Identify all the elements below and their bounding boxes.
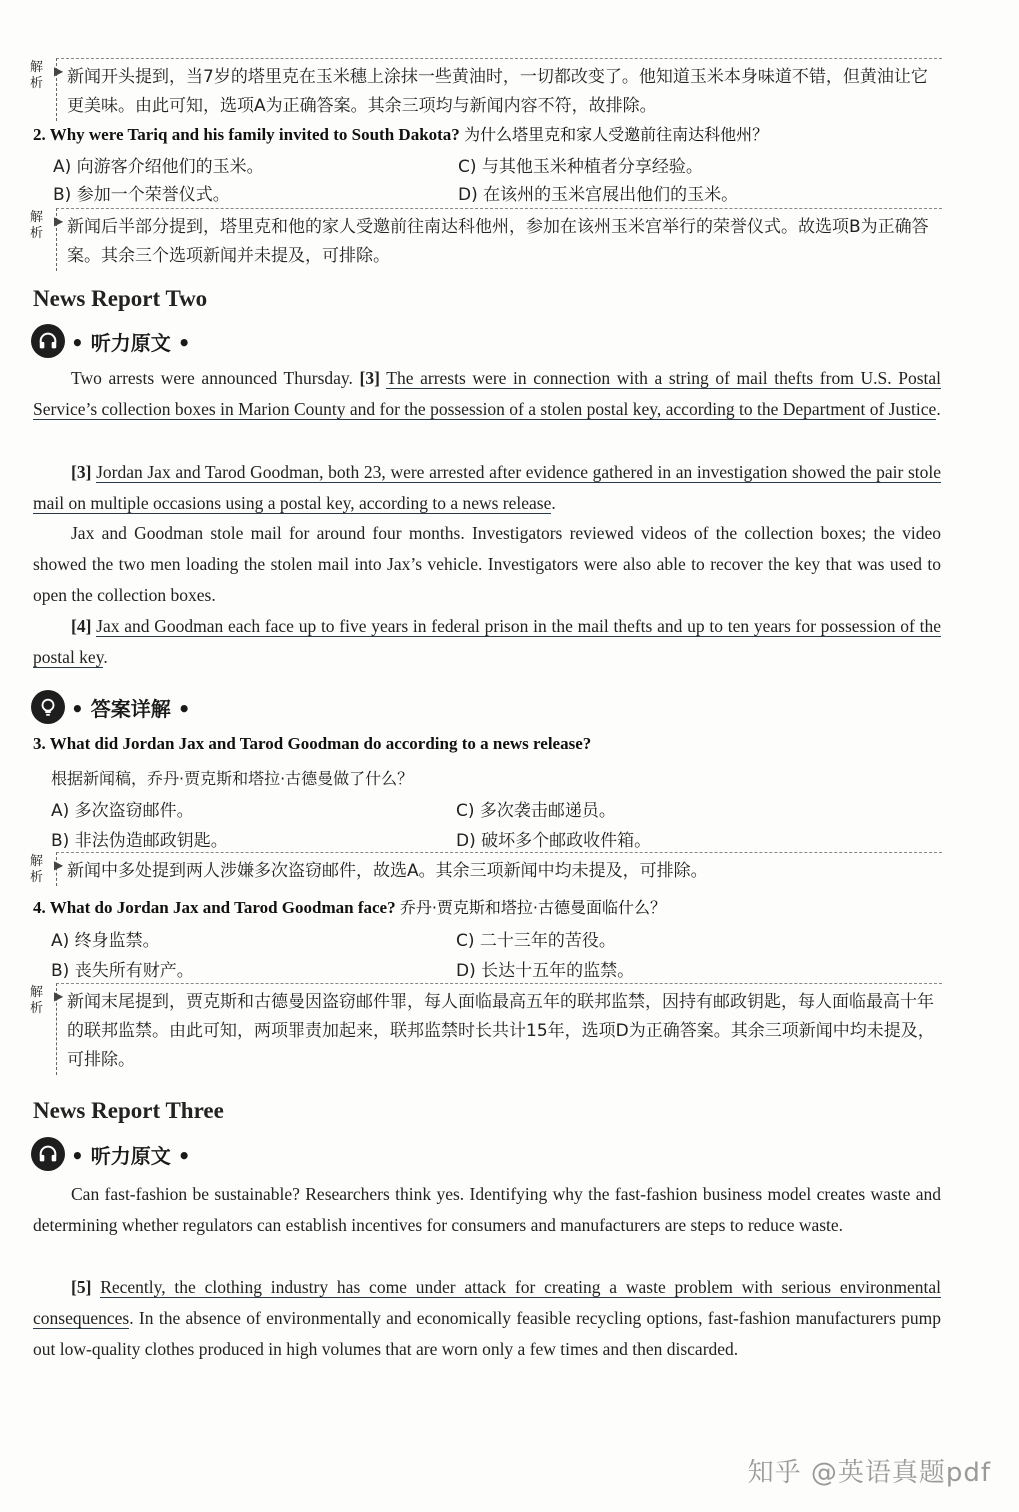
- watermark: 知乎 @英语真题pdf: [747, 1458, 991, 1488]
- q2-option-c: C) 与其他玉米种植者分享经验。: [458, 157, 703, 177]
- analysis-tag: 解 析: [30, 60, 44, 91]
- q2-option-d: D) 在该州的玉米宫展出他们的玉米。: [458, 185, 739, 205]
- analysis-text: 新闻中多处提到两人涉嫌多次盗窃邮件，故选A。其余三项新闻中均未提及，可排除。: [56, 852, 942, 886]
- analysis-text: 新闻后半部分提到，塔里克和他的家人受邀前往南达科他州，参加在该州玉米宫举行的荣誉仪式。故选项B为正确答案。其余三个选项新闻并未提及，可排除。: [56, 208, 942, 271]
- q4-option-b: B) 丧失所有财产。: [51, 961, 194, 981]
- q4-option-c: C) 二十三年的苦役。: [456, 931, 616, 951]
- headphones-icon: [31, 324, 65, 358]
- analysis-q2: 解 析 ▶ 新闻后半部分提到，塔里克和他的家人受邀前往南达科他州，参加在该州玉米宫举行的荣誉仪式。故选项B为正确答案。其余三个选项新闻并未提及，可排除。: [30, 208, 942, 271]
- q4-option-d: D) 长达十五年的监禁。: [456, 961, 635, 981]
- analysis-text: 新闻开头提到，当7岁的塔里克在玉米穗上涂抹一些黄油时，一切都改变了。他知道玉米本身味道不错，但黄油让它更美味。由此可知，选项A为正确答案。其余三项均与新闻内容不符，故排除。: [56, 58, 942, 121]
- q2-option-b: B) 参加一个荣誉仪式。: [53, 185, 230, 205]
- q4-option-a: A) 终身监禁。: [51, 931, 160, 951]
- listen-section-title: • 听力原文 •: [31, 322, 191, 360]
- analysis-text: 新闻末尾提到，贾克斯和古德曼因盗窃邮件罪，每人面临最高五年的联邦监禁，因持有邮政钥匙，每人面临最高十年的联邦监禁。由此可知，两项罪责加起来，联邦监禁时长共计15年，选项D为正确答案。其余三项新闻中均未提及，可排除。: [56, 983, 942, 1075]
- analysis-q1: [30, 58, 942, 121]
- answer-section-title: • 答案详解 •: [31, 688, 191, 726]
- headphones-icon: [31, 1137, 65, 1171]
- question-2: 2. Why were Tariq and his family invited to South Dakota? 为什么塔里克和家人受邀前往南达科他州？: [33, 125, 769, 144]
- section-heading-report-two: News Report Two: [33, 286, 208, 311]
- q3-option-d: D) 破坏多个邮政收件箱。: [456, 831, 652, 851]
- question-3-zh: 根据新闻稿，乔丹·贾克斯和塔拉·古德曼做了什么？: [51, 769, 414, 788]
- arrow-icon: ▶: [54, 214, 64, 228]
- transcript-paragraph-3: Jax and Goodman stole mail for around four months. Investigators reviewed videos of the collection boxes; the video showed the two men loading the stolen mail into Jax’s vehicle. Investigators were also able to recover the key that was used to open the collection boxes.: [33, 523, 941, 605]
- transcript-paragraph-2: [3] Jordan Jax and Tarod Goodman, both 23, were arrested after evidence gathered in an investigation showed the pair stole mail on multiple occasions using a postal key, according to a news release.: [33, 462, 942, 513]
- arrow-icon: ▶: [54, 858, 64, 872]
- q3-option-b: B) 非法伪造邮政钥匙。: [51, 831, 228, 851]
- transcript-paragraph-5: Can fast-fashion be sustainable? Researchers think yes. Identifying why the fast-fashion business model creates waste and determining whether regulators can establish incentives for consumers and manufacturers are steps to reduce waste.: [33, 1184, 941, 1235]
- q2-option-a: A) 向游客介绍他们的玉米。: [53, 157, 264, 177]
- q3-option-c: C) 多次袭击邮递员。: [456, 801, 616, 821]
- transcript-paragraph-6: [5] Recently, the clothing industry has come under attack for creating a waste problem with serious environmental consequences. In the absence of environmentally and economically feasible recycling options, fast-fashion manufacturers pump out low-quality clothes produced in high volumes that are worn only a few times and then discarded.: [33, 1277, 941, 1359]
- listen-section-title: • 听力原文 •: [31, 1135, 191, 1173]
- q3-option-a: A) 多次盗窃邮件。: [51, 801, 194, 821]
- arrow-icon: ▶: [54, 64, 64, 78]
- arrow-icon: ▶: [54, 989, 64, 1003]
- analysis-q4: 解 析 ▶ 新闻末尾提到，贾克斯和古德曼因盗窃邮件罪，每人面临最高五年的联邦监禁，因持有邮政钥匙，每人面临最高十年的联邦监禁。由此可知，两项罪责加起来，联邦监禁时长共计15年，选项D为正确答案。其余三项新闻中均未提及，可排除。: [30, 983, 942, 1075]
- section-heading-report-three: News Report Three: [33, 1098, 224, 1123]
- lightbulb-icon: [31, 690, 65, 724]
- question-4: 4. What do Jordan Jax and Tarod Goodman face? 乔丹·贾克斯和塔拉·古德曼面临什么？: [33, 898, 667, 917]
- transcript-paragraph-1: Two arrests were announced Thursday. [3] The arrests were in connection with a string of mail thefts from U.S. Postal Service’s collection boxes in Marion County and for the possession of a stolen postal key, according to the Department of Justice.: [33, 368, 942, 419]
- question-3: 3. What did Jordan Jax and Tarod Goodman do according to a news release?: [33, 734, 592, 753]
- analysis-q3: 解 析 ▶ 新闻中多处提到两人涉嫌多次盗窃邮件，故选A。其余三项新闻中均未提及，可排除。: [30, 852, 942, 886]
- transcript-paragraph-4: [4] Jax and Goodman each face up to five years in federal prison in the mail thefts and up to ten years for possession of the postal key.: [33, 616, 941, 667]
